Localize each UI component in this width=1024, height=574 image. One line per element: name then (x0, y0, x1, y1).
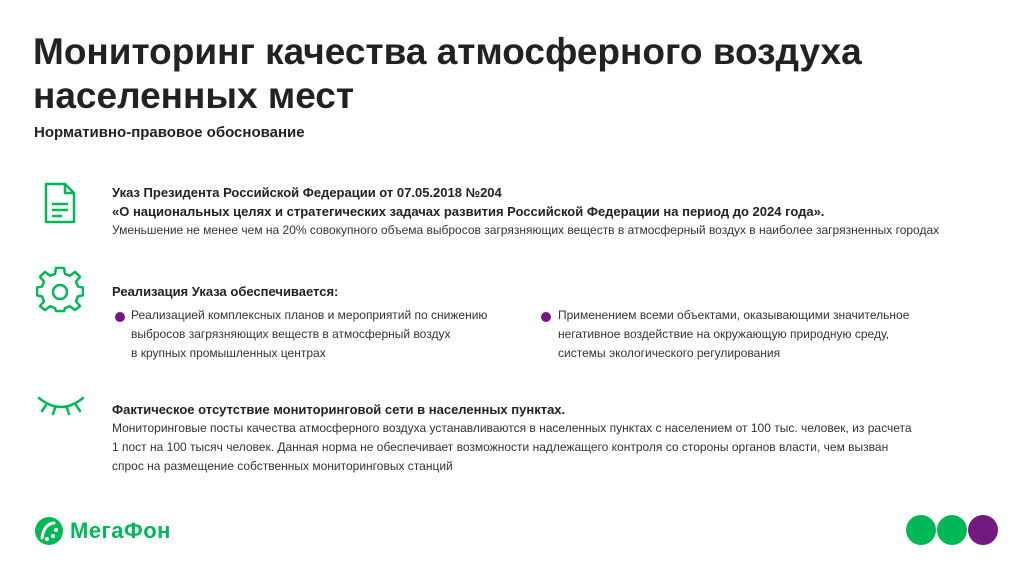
decree-name: «О национальных целях и стратегических задачах развития Российской Федерации на период до 2024 года». (112, 204, 825, 219)
megafon-logo-text: МегаФон (70, 518, 171, 543)
decor-circle-green (906, 515, 936, 545)
decree-title: Указ Президента Российской Федерации от 07.05.2018 №204 (112, 185, 502, 200)
monitoring-block (112, 400, 912, 476)
page-title: Мониторинг качества атмосферного воздуха населенных мест (33, 31, 862, 116)
decor-circle-green (937, 515, 967, 545)
gear-icon (36, 266, 84, 314)
bullet-line: выбросов загрязняющих веществ в атмосферный воздух (131, 327, 451, 341)
closed-eye-icon (36, 394, 86, 416)
megafon-logo-icon (34, 516, 64, 546)
bullet-line: Применением всеми объектами, оказывающими значительное (558, 308, 910, 322)
bullet-line: системы экологического регулирования (558, 346, 781, 360)
decree-target: Уменьшение не менее чем на 20% совокупного объема выбросов загрязняющих веществ в атмосферный воздух в наиболее загрязненных городах (112, 223, 940, 237)
monitoring-text-line: Мониторинговые посты качества атмосферного воздуха устанавливаются в населенных пунктах с населением от 100 тыс. человек, из расчета (112, 421, 912, 435)
bullet-line: в крупных промышленных центрах (131, 346, 326, 360)
bullet-line: Реализацией комплексных планов и мероприятий по снижению (131, 308, 488, 322)
decor-circle-purple (968, 515, 998, 545)
bullet-line: негативное воздействие на окружающую природную среду, (558, 327, 890, 341)
implementation-heading (112, 282, 338, 301)
monitoring-text-line: 1 пост на 100 тысяч человек. Данная норма не обеспечивает возможности надлежащего контроля со стороны органов власти, чем вызван (112, 440, 889, 454)
bullet-dot (541, 312, 551, 322)
bullet-item-regulation (558, 306, 909, 363)
implementation-heading-text: Реализация Указа обеспечивается: (112, 284, 339, 299)
page-subtitle: Нормативно-правовое обоснование (34, 124, 305, 141)
monitoring-text-line: спрос на размещение собственных мониторинговых станций (112, 459, 453, 473)
bullet-dot (115, 312, 125, 322)
bullet-item-plans (131, 306, 487, 363)
megafon-logo (34, 516, 171, 546)
monitoring-heading: Фактическое отсутствие мониторинговой сети в населенных пунктах. (112, 402, 566, 417)
document-icon (44, 182, 76, 224)
decree-block (112, 183, 939, 240)
